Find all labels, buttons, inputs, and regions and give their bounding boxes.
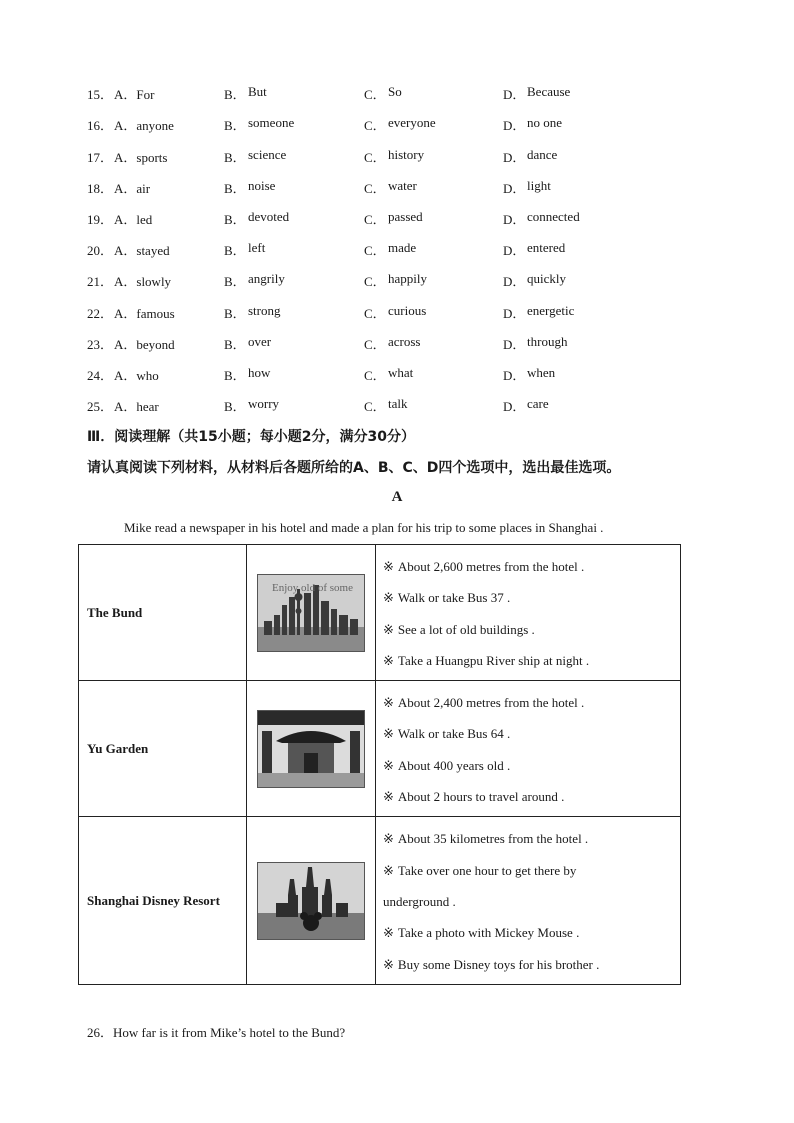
option-c-label: C．: [364, 368, 386, 383]
option-d-label: D．: [503, 181, 526, 196]
option-row: [0, 365, 794, 385]
option-b-label: B．: [224, 118, 246, 133]
passage-letter: A: [391, 489, 403, 505]
option-row: [0, 209, 794, 229]
photo-cell: [247, 545, 376, 681]
option-d: light: [527, 178, 551, 193]
question-number: 22．: [87, 306, 114, 321]
option-a: A．sports: [114, 150, 168, 165]
fact-text: About 2,600 metres from the hotel .: [397, 559, 585, 574]
fact-text: Walk or take Bus 37 .: [397, 590, 511, 606]
places-table: [78, 544, 681, 985]
option-b-label: B．: [224, 181, 246, 196]
option-b: left: [248, 240, 266, 255]
reference-mark: ※: [383, 757, 394, 773]
fact-text: About 2 hours to travel around .: [397, 789, 565, 805]
option-row: [0, 84, 794, 104]
question-number: 16．: [87, 118, 114, 133]
option-row: [0, 147, 794, 167]
fact-text: underground .: [383, 893, 456, 909]
option-a: A．slowly: [114, 274, 172, 289]
section-heading: Ⅲ．阅读理解（共15小题；每小题2分，满分30分）: [87, 429, 415, 445]
option-b-label: B．: [224, 243, 246, 258]
passage-intro: Mike read a newspaper in his hotel and made a plan for his trip to some places in Shanghai .: [124, 520, 604, 535]
fact-line: [383, 687, 674, 718]
option-c-label: C．: [364, 150, 386, 165]
option-a: A．air: [114, 181, 151, 196]
option-d-label: D．: [503, 87, 526, 102]
option-a: A．hear: [114, 399, 159, 414]
reference-mark: ※: [383, 726, 394, 742]
option-d-label: D．: [503, 212, 526, 227]
option-b: worry: [248, 396, 280, 411]
fact-line: [383, 750, 674, 781]
question-number: 20．: [87, 243, 114, 258]
option-c: across: [388, 334, 421, 349]
option-d: care: [527, 396, 549, 411]
yu-garden-photo: [257, 710, 365, 788]
fact-line: [383, 582, 674, 613]
option-c-label: C．: [364, 87, 386, 102]
option-b: devoted: [248, 209, 290, 224]
option-b-label: B．: [224, 337, 246, 352]
place-facts: [376, 681, 681, 817]
option-b: strong: [248, 303, 281, 318]
option-row: [0, 334, 794, 354]
option-d: energetic: [527, 303, 575, 318]
option-d-label: D．: [503, 368, 526, 383]
option-b: how: [248, 365, 271, 380]
option-a: A．who: [114, 368, 159, 383]
option-a: A．For: [114, 87, 155, 102]
option-d: dance: [527, 147, 558, 162]
question-number: 23．: [87, 337, 114, 352]
option-c-label: C．: [364, 181, 386, 196]
option-c: talk: [388, 396, 408, 411]
fact-line-continued: [383, 886, 674, 917]
photo-cell: [247, 817, 376, 984]
photo-caption: Enjoy old of some: [272, 581, 353, 594]
option-row: [0, 271, 794, 291]
option-c-label: C．: [364, 306, 386, 321]
option-c: happily: [388, 271, 427, 286]
option-a: A．stayed: [114, 243, 170, 258]
fact-text: About 35 kilometres from the hotel .: [397, 831, 589, 847]
reference-mark: ※: [383, 695, 394, 711]
option-c-label: C．: [364, 274, 386, 289]
option-d-label: D．: [503, 337, 526, 352]
option-a: A．anyone: [114, 118, 174, 133]
option-b: noise: [248, 178, 276, 193]
option-row: [0, 396, 794, 416]
option-b-label: B．: [224, 306, 246, 321]
fact-line: [383, 917, 674, 948]
place-name: Yu Garden: [79, 681, 247, 817]
option-d-label: D．: [503, 274, 526, 289]
option-d: no one: [527, 115, 563, 130]
question-number: 15．: [87, 87, 114, 102]
option-b-label: B．: [224, 274, 246, 289]
fact-line: [383, 949, 674, 980]
place-name: Shanghai Disney Resort: [79, 817, 247, 984]
fact-line: [383, 823, 674, 854]
option-d: quickly: [527, 271, 566, 286]
fact-text: About 2,400 metres from the hotel .: [397, 695, 585, 711]
option-a: A．beyond: [114, 337, 175, 352]
reference-mark: ※: [383, 590, 394, 606]
option-d: Because: [527, 84, 571, 99]
fact-text: See a lot of old buildings .: [397, 621, 535, 637]
option-c: passed: [388, 209, 423, 224]
section-instruction: 请认真阅读下列材料，从材料后各题所给的A、B、C、D四个选项中，选出最佳选项。: [87, 460, 621, 476]
question-number: 19．: [87, 212, 114, 227]
place-facts: [376, 817, 681, 984]
pavilion-image: [258, 711, 364, 787]
reference-mark: ※: [383, 652, 394, 668]
reference-mark: ※: [383, 831, 394, 847]
option-row: [0, 240, 794, 260]
question-26: 26．How far is it from Mike’s hotel to the Bund?: [87, 1025, 346, 1040]
option-d-label: D．: [503, 399, 526, 414]
question-number: 21．: [87, 274, 114, 289]
option-c-label: C．: [364, 243, 386, 258]
option-c-label: C．: [364, 212, 386, 227]
option-b: science: [248, 147, 287, 162]
option-d-label: D．: [503, 243, 526, 258]
reference-mark: ※: [383, 621, 394, 637]
fact-text: Take over one hour to get there by: [397, 862, 577, 878]
option-c-label: C．: [364, 337, 386, 352]
option-c: what: [388, 365, 414, 380]
option-row: [0, 178, 794, 198]
table-row: [79, 817, 681, 984]
fact-line: [383, 855, 674, 886]
fact-text: About 400 years old .: [397, 757, 511, 773]
option-b-label: B．: [224, 87, 246, 102]
fact-line: [383, 614, 674, 645]
option-d-label: D．: [503, 306, 526, 321]
option-row: [0, 115, 794, 135]
fact-text: Take a photo with Mickey Mouse .: [397, 925, 580, 941]
option-c: curious: [388, 303, 427, 318]
photo-cell: [247, 681, 376, 817]
question-number: 25．: [87, 399, 114, 414]
fact-text: Buy some Disney toys for his brother .: [397, 956, 600, 972]
option-d: through: [527, 334, 568, 349]
reference-mark: ※: [383, 956, 394, 972]
option-b-label: B．: [224, 399, 246, 414]
disney-photo: [257, 862, 365, 940]
fact-line: [383, 645, 674, 676]
option-a: A．famous: [114, 306, 175, 321]
place-name: The Bund: [79, 545, 247, 681]
option-d-label: D．: [503, 118, 526, 133]
fact-text: Walk or take Bus 64 .: [397, 726, 511, 742]
question-number: 24．: [87, 368, 114, 383]
option-c: everyone: [388, 115, 436, 130]
reference-mark: ※: [383, 862, 394, 878]
reference-mark: ※: [383, 559, 394, 574]
option-row: [0, 303, 794, 323]
bund-photo: [257, 574, 365, 652]
option-c: water: [388, 178, 417, 193]
castle-image: [258, 863, 364, 939]
option-b-label: B．: [224, 212, 246, 227]
option-b: angrily: [248, 271, 285, 286]
reference-mark: ※: [383, 789, 394, 805]
option-d: connected: [527, 209, 580, 224]
question-number: 18．: [87, 181, 114, 196]
option-b-label: B．: [224, 150, 246, 165]
option-c: So: [388, 84, 402, 99]
fact-text: Take a Huangpu River ship at night .: [397, 652, 590, 668]
place-facts: [376, 545, 681, 681]
option-b: someone: [248, 115, 295, 130]
option-b: But: [248, 84, 267, 99]
fact-line: [383, 718, 674, 749]
option-b: over: [248, 334, 272, 349]
skyline-image: [258, 575, 364, 651]
fact-line: [383, 781, 674, 812]
option-c-label: C．: [364, 399, 386, 414]
option-d: when: [527, 365, 556, 380]
table-row: [79, 545, 681, 681]
option-b-label: B．: [224, 368, 246, 383]
question-number: 17．: [87, 150, 114, 165]
option-c: made: [388, 240, 417, 255]
option-c: history: [388, 147, 425, 162]
option-d-label: D．: [503, 150, 526, 165]
reference-mark: ※: [383, 925, 394, 941]
fact-line: [383, 551, 674, 582]
option-d: entered: [527, 240, 566, 255]
option-c-label: C．: [364, 118, 386, 133]
option-a: A．led: [114, 212, 153, 227]
table-row: [79, 681, 681, 817]
